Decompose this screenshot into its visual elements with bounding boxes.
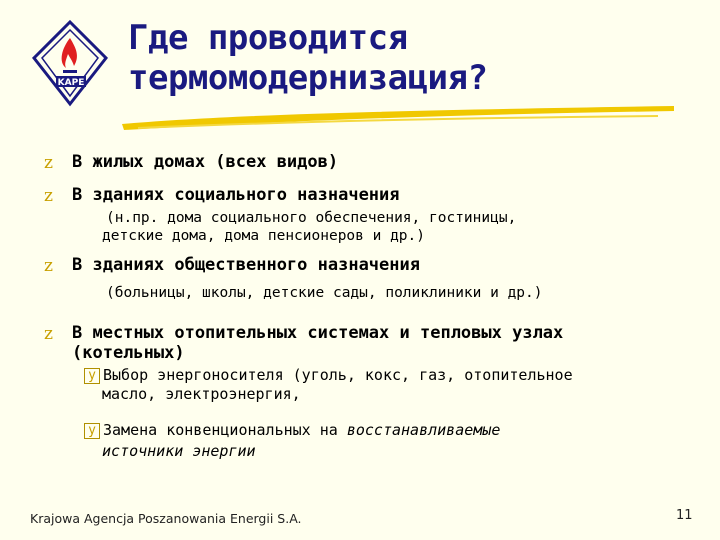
item-2-note-line-1: (н.пр. дома социального обеспечения, гостиницы, xyxy=(106,210,517,226)
bullet-icon: z xyxy=(44,186,53,206)
sub-item-1-line-1: Выбор энергоносителя (уголь, кокс, газ, отопительное xyxy=(103,366,573,384)
page-title xyxy=(128,18,487,98)
checkbox-bullet-icon: y xyxy=(84,423,100,439)
bullet-icon: z xyxy=(44,256,53,276)
sub-item-1-line-2: масло, электроэнергия, xyxy=(102,385,301,403)
page-number: 11 xyxy=(676,508,693,523)
bullet-icon: z xyxy=(44,153,53,173)
title-underline-stroke xyxy=(118,102,678,136)
item-2-text: В зданиях социального назначения xyxy=(72,185,400,205)
list-item xyxy=(44,186,53,206)
sub-item-2-line-2: источники энергии xyxy=(102,442,256,460)
list-item xyxy=(44,153,53,173)
logo-text: KAPE xyxy=(57,78,85,88)
kape-logo xyxy=(30,18,110,108)
list-item xyxy=(44,324,53,344)
bullet-icon: z xyxy=(44,324,53,344)
list-item xyxy=(44,256,53,276)
item-1-text: В жилых домах (всех видов) xyxy=(72,152,339,172)
sub-item-2-line-1-plain: Замена конвенциональных на xyxy=(103,421,347,439)
checkbox-bullet-icon: y xyxy=(84,368,100,384)
sub-item xyxy=(84,366,573,385)
item-4-text-line-1: В местных отопительных системах и тепловых узлах xyxy=(72,323,564,343)
sub-item xyxy=(84,421,500,440)
item-3-text: В зданиях общественного назначения xyxy=(72,255,420,275)
item-3-note-line-1: (больницы, школы, детские сады, поликлиники и др.) xyxy=(106,285,543,301)
title-line-2: термомодернизация? xyxy=(128,58,488,98)
footer-organization: Krajowa Agencja Poszanowania Energii S.A. xyxy=(30,511,302,526)
item-4-text-line-2: (котельных) xyxy=(72,343,185,363)
sub-item-2-line-1-italic: восстанавливаемые xyxy=(346,421,501,439)
item-2-note-line-2: детские дома, дома пенсионеров и др.) xyxy=(102,228,426,244)
title-line-1: Где проводится xyxy=(128,18,408,58)
